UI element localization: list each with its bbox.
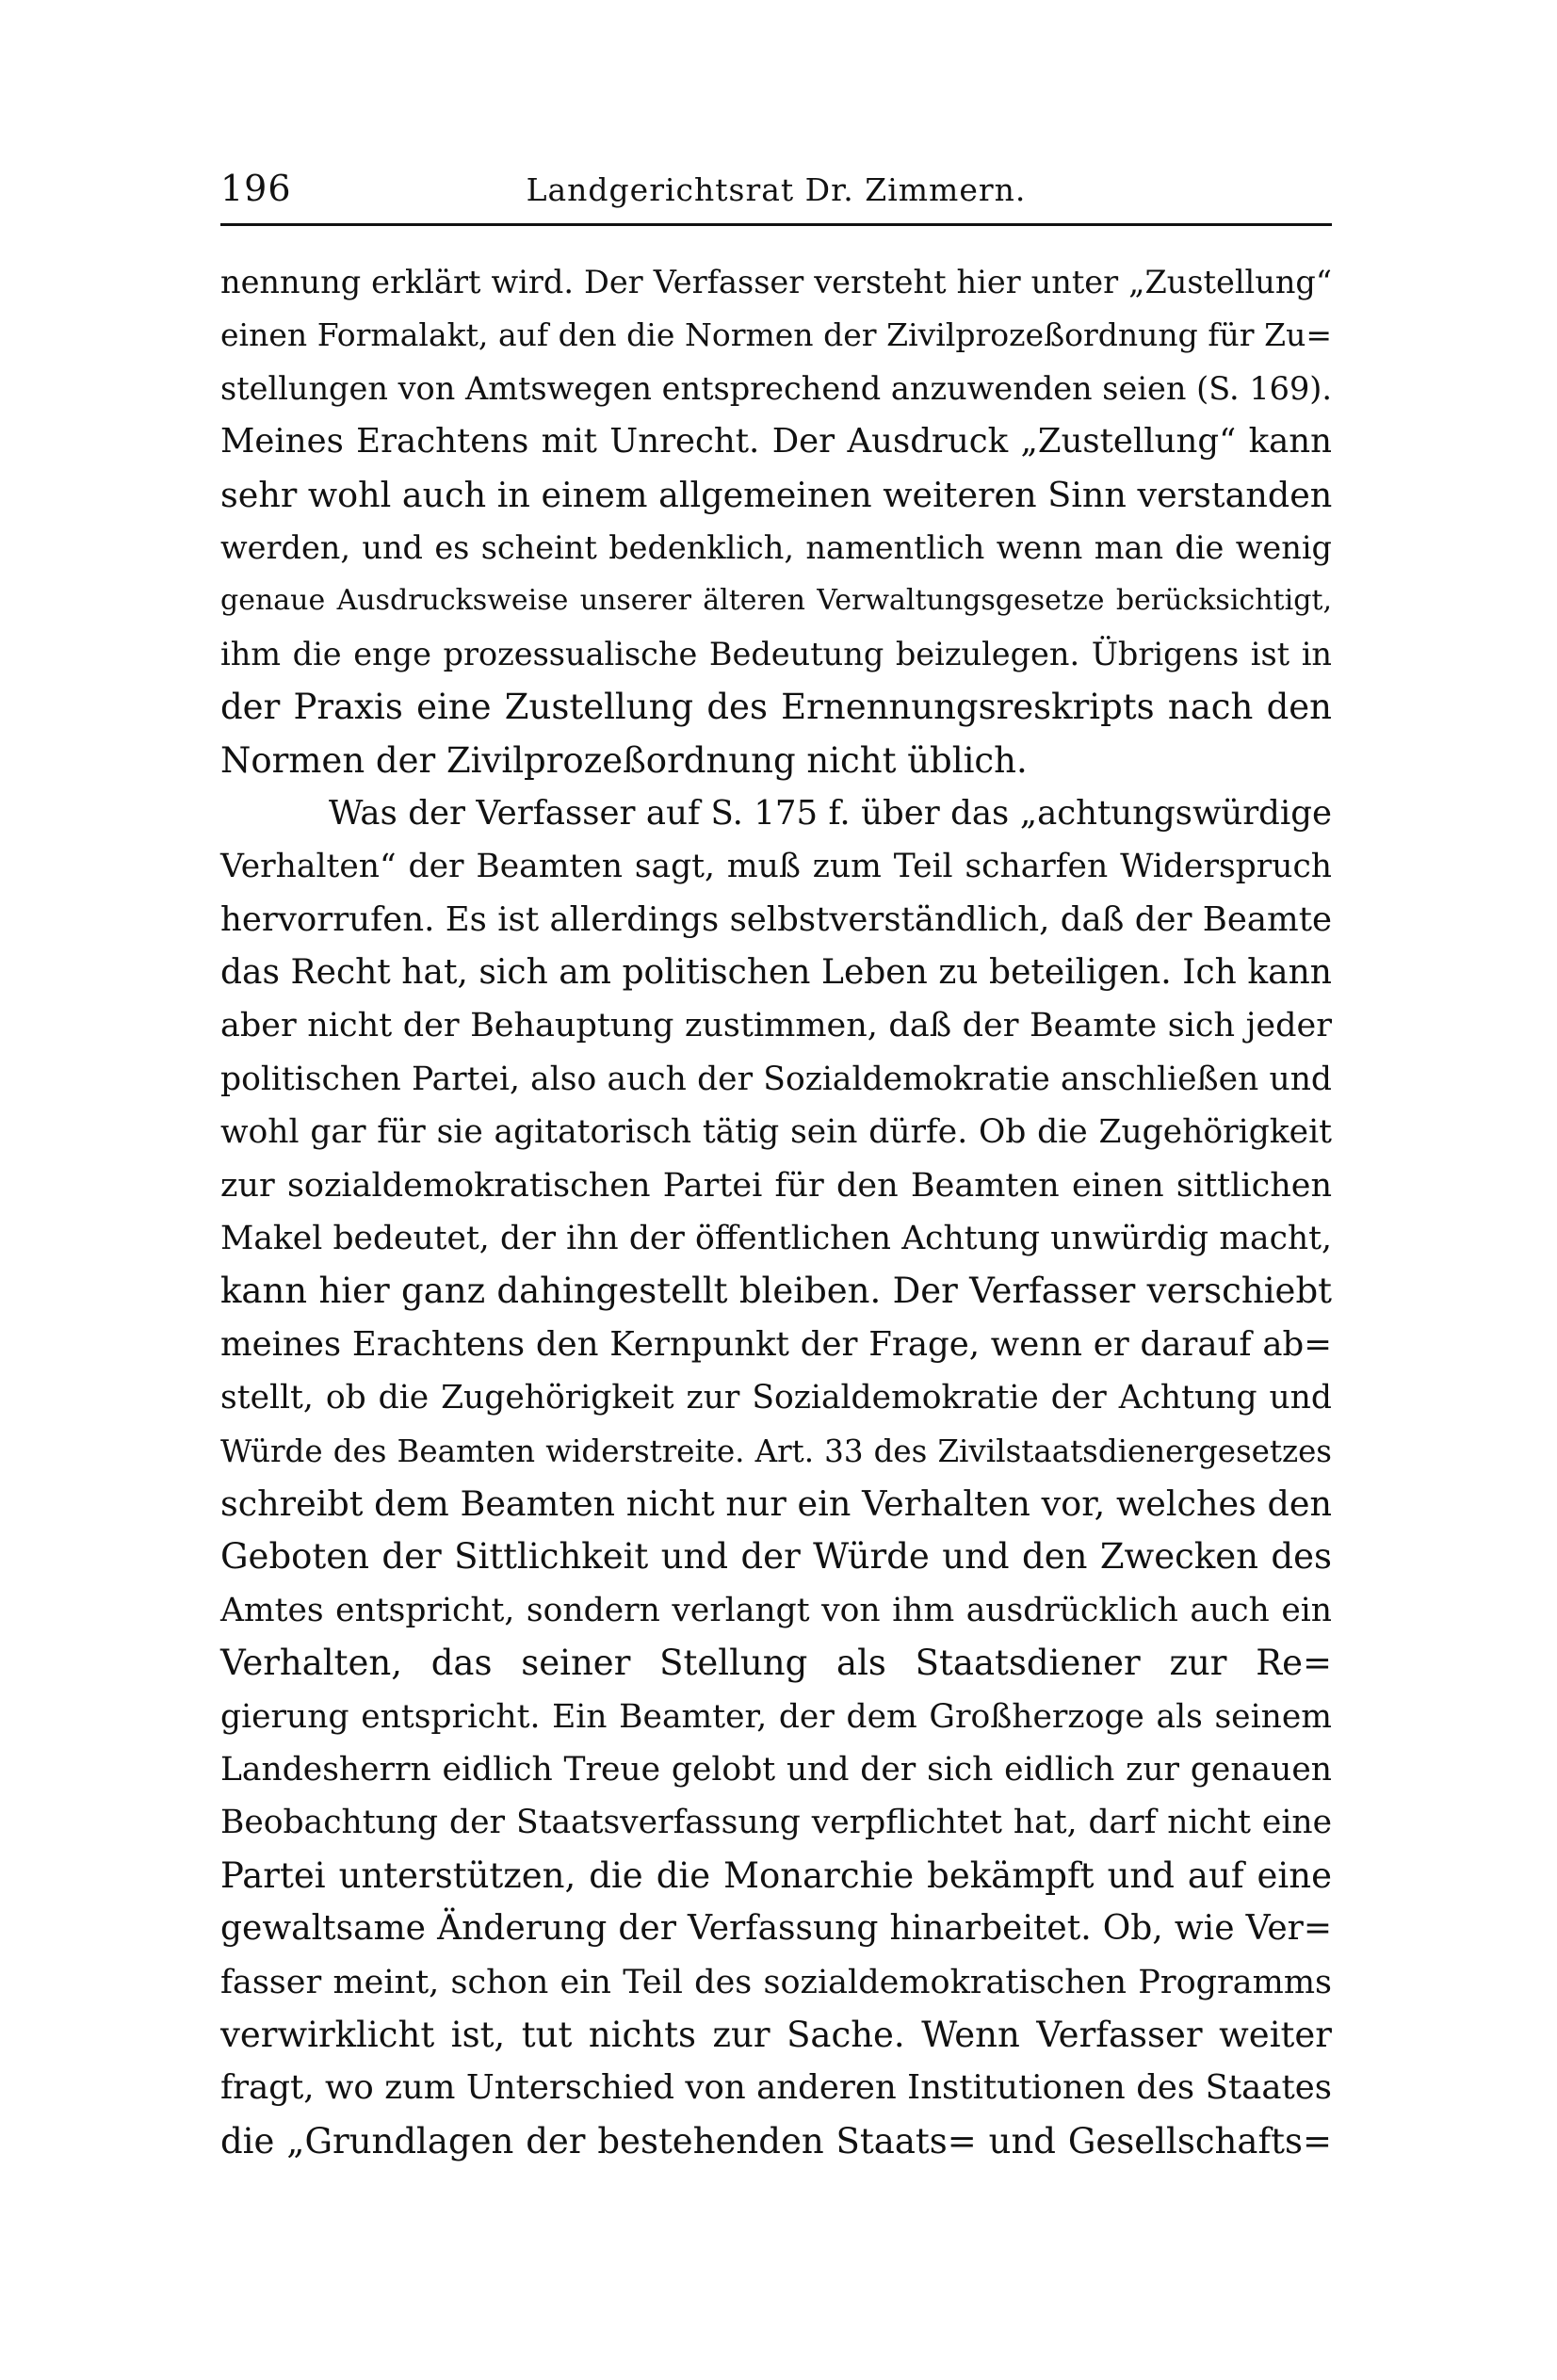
text-line: Würde des Beamten widerstreite. Art. 33 des Zivilstaatsdienergesetzes [220,1433,1332,1469]
text-line: gierung entspricht. Ein Beamter, der dem Großherzoge als seinem [220,1697,1332,1736]
text-line: gewaltsame Änderung der Verfassung hinarbeitet. Ob, wie Ver= [220,1909,1332,1949]
text-line: Geboten der Sittlichkeit und der Würde und den Zwecken des [220,1536,1332,1578]
running-head: Landgerichtsrat Dr. Zimmern. [526,171,1027,208]
text-line: Makel bedeutet, der ihn der öffentlichen Achtung unwürdig macht, [220,1220,1332,1258]
text-line: meines Erachtens den Kernpunkt der Frage, wenn er darauf ab= [220,1324,1332,1364]
text-line: fasser meint, schon ein Teil des sozialdemokratischen Programms [220,1963,1332,2001]
text-line: kann hier ganz dahingestellt bleiben. Der Verfasser verschiebt [220,1271,1332,1312]
text-line: genaue Ausdrucksweise unserer älteren Verwaltungsgesetze berücksichtigt, [220,584,1332,618]
text-line: werden, und es scheint bedenklich, namentlich wenn man die wenig [220,528,1332,566]
text-line: sehr wohl auch in einem allgemeinen weiteren Sinn verstanden [220,474,1333,515]
text-line: Normen der Zivilprozeßordnung nicht üblich. [220,739,1028,781]
text-line: Partei unterstützen, die die Monarchie bekämpft und auf eine [220,1854,1332,1896]
text-line: hervorrufen. Es ist allerdings selbstverständlich, daß der Beamte [220,899,1332,939]
text-line: stellt, ob die Zugehörigkeit zur Sozialdemokratie der Achtung und [220,1379,1332,1417]
text-line: nennung erklärt wird. Der Verfasser versteht hier unter „Zustellung“ [220,264,1332,300]
page-header [220,160,1332,219]
text-line: wohl gar für sie agitatorisch tätig sein dürfe. Ob die Zugehörigkeit [220,1113,1332,1152]
text-line: Was der Verfasser auf S. 175 f. über das „achtungswürdige [329,793,1332,833]
header-rule [220,223,1332,226]
text-line: zur sozialdemokratischen Partei für den Beamten einen sittlichen [220,1166,1332,1205]
text-line: aber nicht der Behauptung zustimmen, daß der Beamte sich jeder [220,1007,1332,1045]
text-line: Landesherrn eidlich Treue gelobt und der sich eidlich zur genauen [220,1750,1332,1789]
body-text [220,256,1332,2168]
text-line: die „Grundlagen der bestehenden Staats= und Gesellschafts= [220,2120,1332,2161]
text-line: stellungen von Amtswegen entsprechend anzuwenden seien (S. 169). [220,369,1332,407]
text-line: schreibt dem Beamten nicht nur ein Verhalten vor, welches den [220,1482,1332,1524]
text-line: Meines Erachtens mit Unrecht. Der Ausdruck „Zustellung“ kann [220,422,1332,461]
text-line: politischen Partei, also auch der Sozialdemokratie anschließen und [220,1060,1332,1098]
text-line: Verhalten“ der Beamten sagt, muß zum Teil scharfen Widerspruch [220,848,1332,886]
page-number: 196 [220,168,292,209]
text-line: ihm die enge prozessualische Bedeutung beizulegen. Übrigens ist in [220,635,1332,672]
text-line: verwirklicht ist, tut nichts zur Sache. Wenn Verfasser weiter [220,2014,1332,2055]
text-line: das Recht hat, sich am politischen Leben zu beteiligen. Ich kann [220,953,1332,993]
text-line: Amtes entspricht, sondern verlangt von ihm ausdrücklich auch ein [220,1591,1332,1629]
text-line: Verhalten, das seiner Stellung als Staatsdiener zur Re= [220,1643,1332,1684]
text-line: der Praxis eine Zustellung des Ernennungsreskripts nach den [220,687,1332,728]
text-line: fragt, wo zum Unterschied von anderen Institutionen des Staates [220,2068,1332,2108]
text-line: einen Formalakt, auf den die Normen der Zivilprozeßordnung für Zu= [220,316,1332,354]
text-line: Beobachtung der Staatsverfassung verpflichtet hat, darf nicht eine [220,1804,1332,1842]
